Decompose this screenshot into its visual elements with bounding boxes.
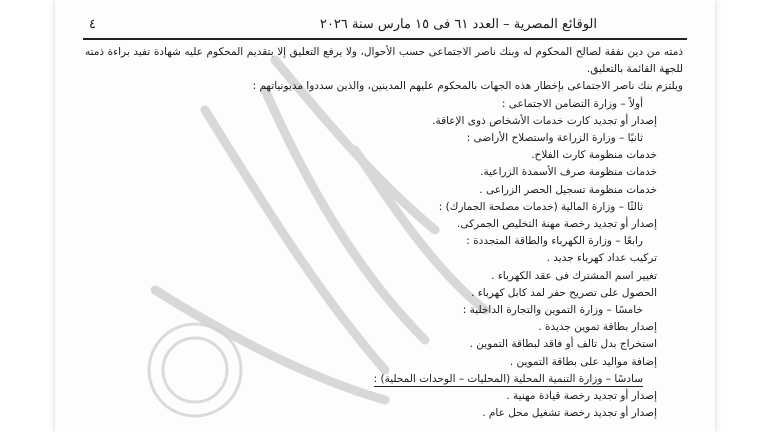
list-item: إصدار بطاقة تموين جديدة . (538, 321, 657, 334)
list-item: استخراج بدل تالف أو فاقد لبطاقة التموين . (469, 338, 657, 351)
list-item: إضافة مواليد على بطاقة التموين . (509, 355, 657, 368)
document-page (55, 0, 715, 432)
section-heading: رابعًا – وزارة الكهرباء والطاقة المتجددة : (466, 235, 643, 248)
document-body (85, 44, 683, 422)
list-item: تغيير اسم المشترك فى عقد الكهرباء . (491, 269, 657, 282)
paragraph: ذمته من دين نفقة لصالح المحكوم له وبنك ناصر الاجتماعى حسب الأحوال، ولا يرفع التعليق إلا بتقديم المحكوم عليه شهادة تفيد براءة ذمته للجهة القائمة بالتعليق. (85, 46, 683, 76)
list-item: خدمات منظومة صرف الأسمدة الزراعية. (480, 166, 657, 179)
section-heading: أولاً – وزارة التضامن الاجتماعى : (501, 97, 643, 110)
list-item: إصدار أو تجديد رخصة قيادة مهنية . (506, 390, 657, 403)
page-number: ٤ (89, 17, 96, 32)
list-item: إصدار أو تجديد رخصة مهنة التخليص الجمركى. (457, 218, 657, 231)
header-title: الوقائع المصرية – العدد ٦١ فى ١٥ مارس سنة ٢٠٢٦ (319, 17, 597, 32)
list-item: إصدار أو تجديد رخصة تشغيل محل عام . (482, 407, 657, 420)
section-heading: ثالثًا – وزارة المالية (خدمات مصلحة الجمارك) : (438, 200, 643, 213)
list-item: خدمات منظومة كارت الفلاح. (531, 149, 657, 162)
paragraph: ويلتزم بنك ناصر الاجتماعى بإخطار هذه الجهات بالمحكوم عليهم المدينين، والذين سددوا مديونياتهم : (252, 80, 683, 93)
page-header (83, 16, 687, 40)
list-item: تركيب عداد كهرباء جديد . (546, 252, 657, 265)
list-item: الحصول على تصريح حفر لمد كابل كهرباء . (471, 286, 657, 299)
section-heading (85, 371, 683, 388)
list-item: خدمات منظومة تسجيل الحصر الزراعى . (479, 183, 657, 196)
section-heading: خامسًا – وزارة التموين والتجارة الداخلية : (462, 304, 643, 317)
section-heading: ثانيًا – وزارة الزراعة واستصلاح الأراضى : (466, 132, 643, 145)
section-heading-text: سادسًا – وزارة التنمية المحلية (المحليات – الوحدات المحلية) : (373, 372, 643, 385)
list-item: إصدار أو تجديد كارت خدمات الأشخاص ذوى الإعاقة. (432, 114, 657, 127)
